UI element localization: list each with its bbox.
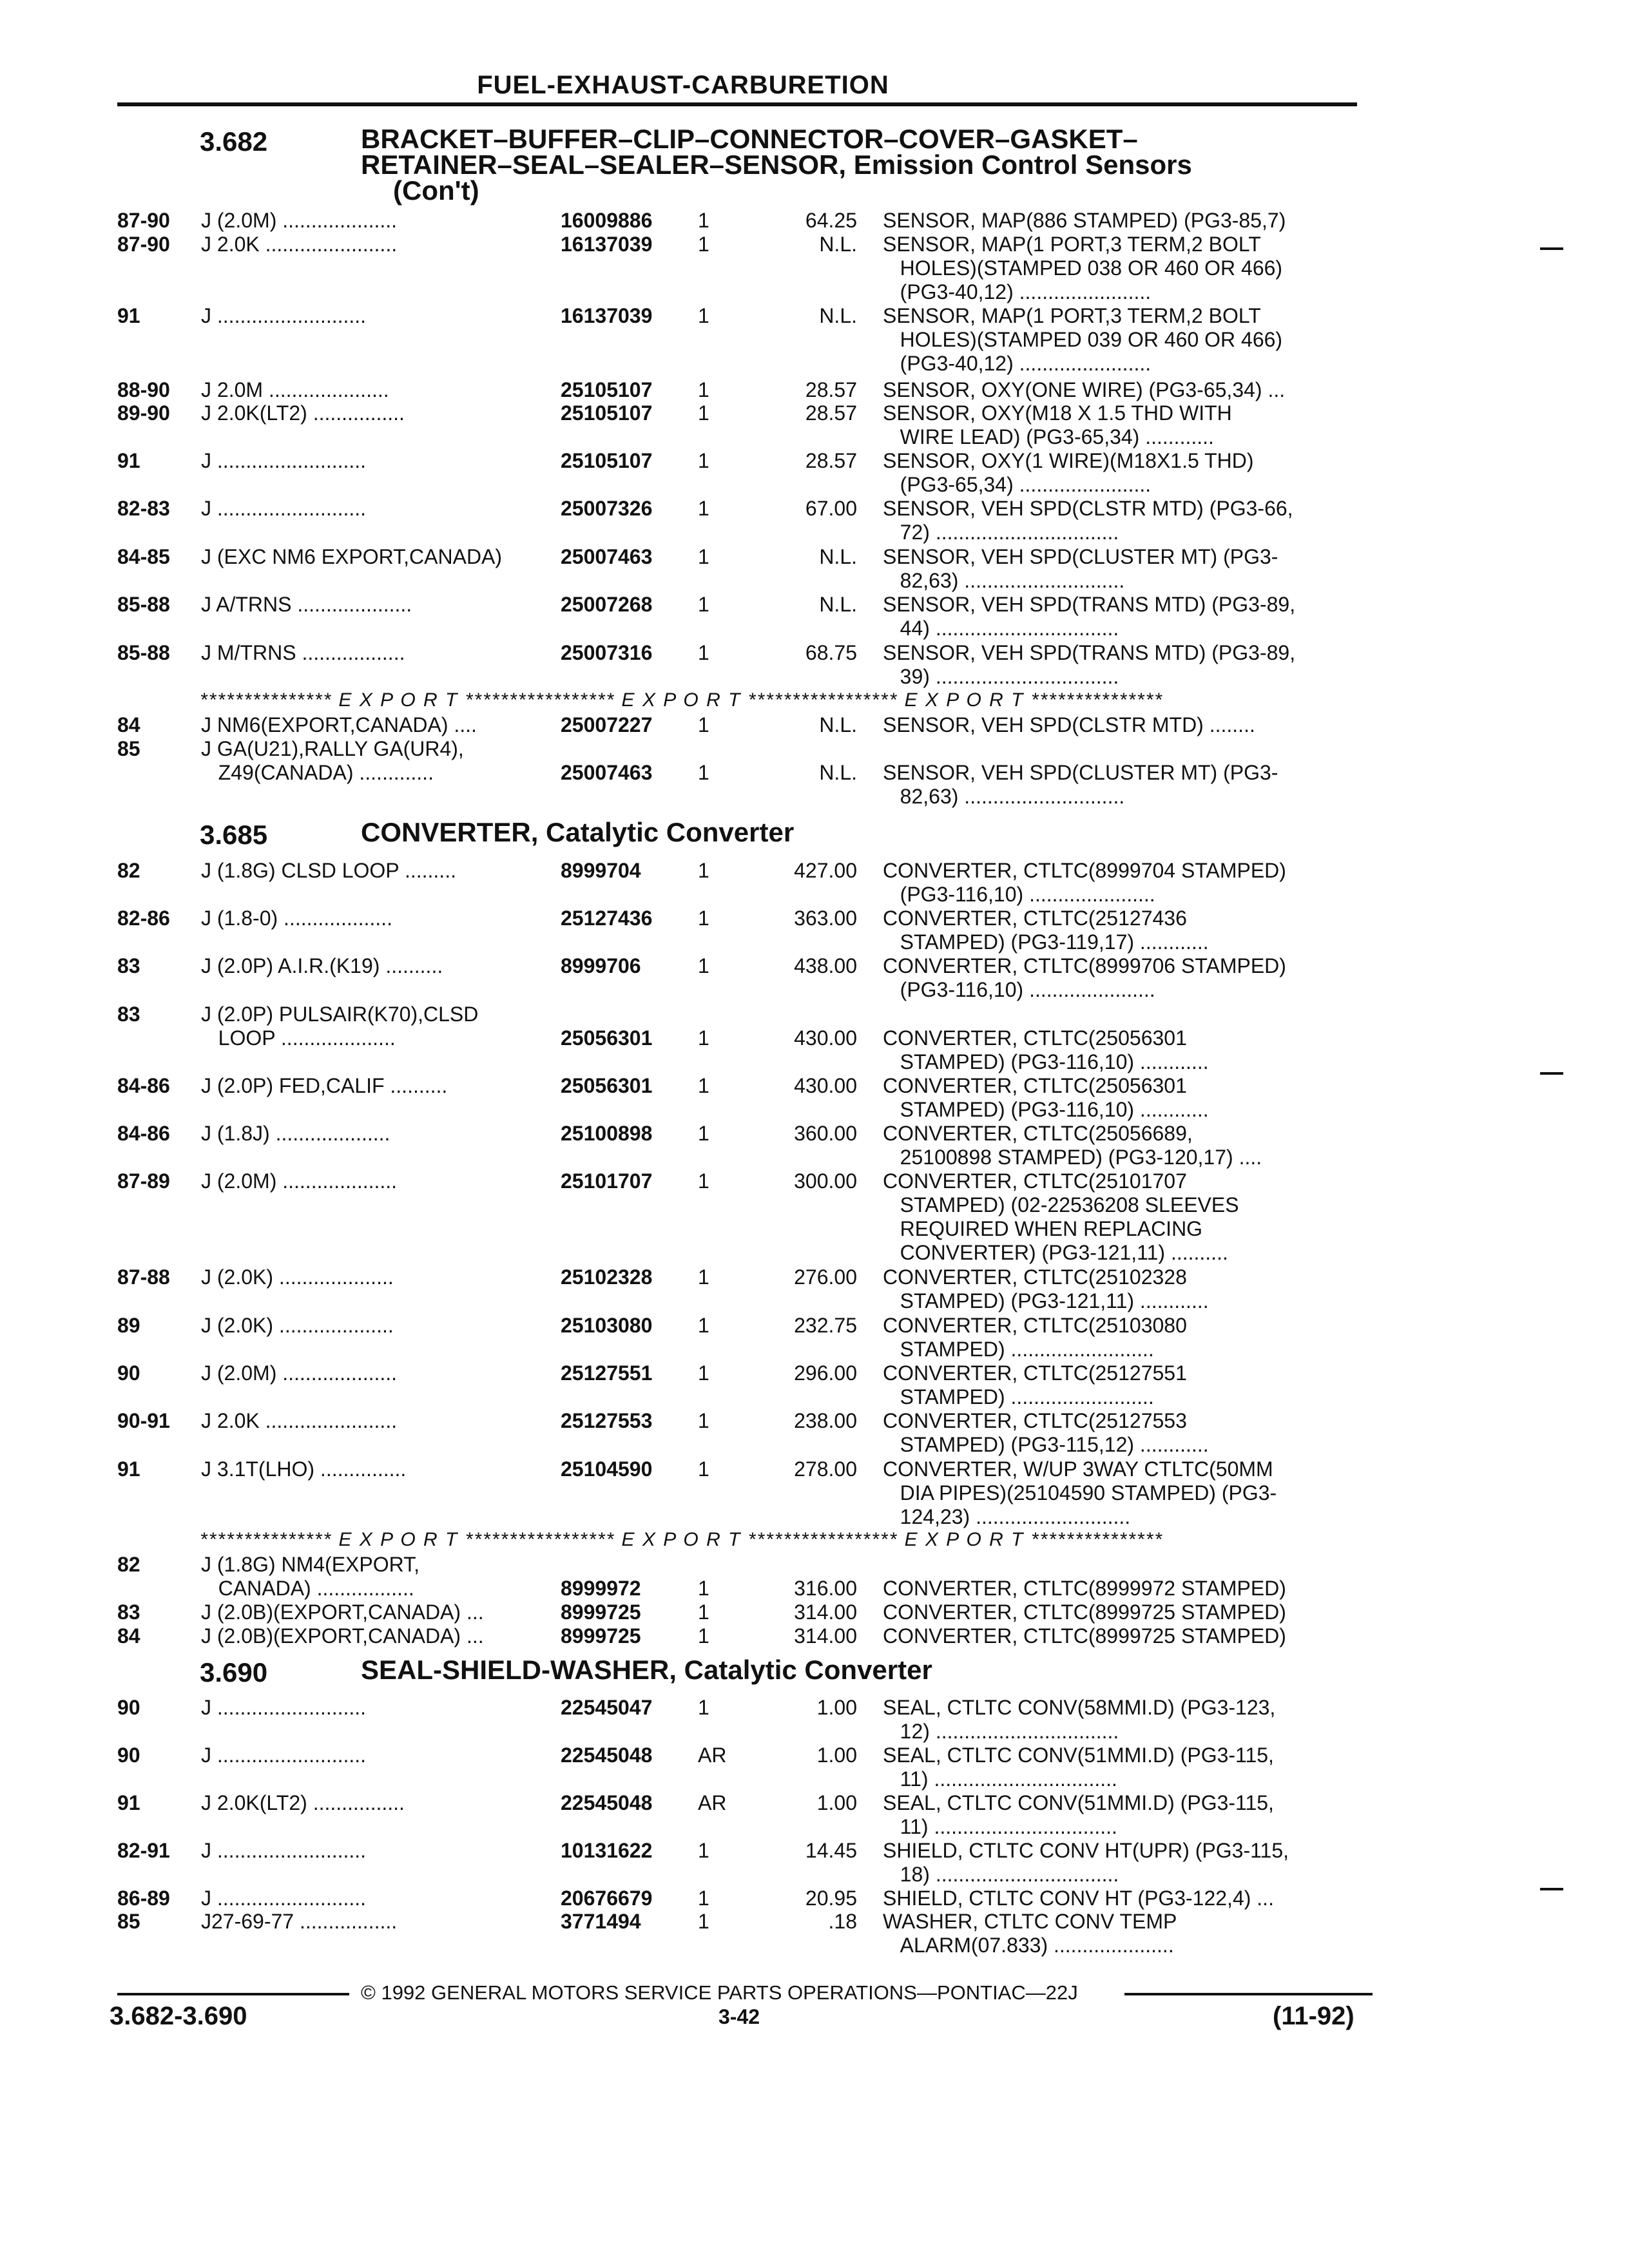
part-number-cell: 8999706 xyxy=(561,954,641,977)
year-cell: 84 xyxy=(117,713,140,736)
description-cell: SEAL, CTLTC CONV(51MMI.D) (PG3-115, 11) ................................ xyxy=(883,1744,1274,1791)
section-title-sub: Catalytic Converter xyxy=(677,1655,932,1685)
year-cell: 84-85 xyxy=(117,545,170,568)
quantity-cell: 1 xyxy=(698,1624,709,1648)
price-cell: 296.00 xyxy=(794,1361,857,1385)
year-cell: 85-88 xyxy=(117,641,170,664)
description-cell: SENSOR, VEH SPD(CLUSTER MT) (PG3- 82,63) ............................ xyxy=(883,545,1278,592)
quantity-cell: 1 xyxy=(698,1457,709,1481)
year-cell: 89 xyxy=(117,1314,140,1337)
description-cell: SENSOR, VEH SPD(CLUSTER MT) (PG3- 82,63) ............................ xyxy=(883,761,1278,808)
section-title-line3: (Con't) xyxy=(393,175,479,206)
year-cell: 82 xyxy=(117,859,140,882)
part-number-cell: 25007316 xyxy=(561,641,653,664)
section-number: 3.690 xyxy=(200,1657,268,1687)
footer-rule-left xyxy=(117,1993,349,1995)
price-cell: 360.00 xyxy=(794,1122,857,1145)
application-cell: J (1.8J) .................... xyxy=(201,1122,390,1145)
price-cell: N.L. xyxy=(819,233,857,256)
section-number: 3.682 xyxy=(200,126,268,157)
part-number-cell: 25100898 xyxy=(561,1122,653,1145)
description-cell: CONVERTER, CTLTC(25056689, 25100898 STAMPED) (PG3-120,17) .... xyxy=(883,1122,1262,1169)
price-cell: 430.00 xyxy=(794,1074,857,1097)
part-number-cell: 22545047 xyxy=(561,1696,653,1719)
description-cell: CONVERTER, CTLTC(8999704 STAMPED) (PG3-116,10) ...................... xyxy=(883,859,1286,906)
section-title xyxy=(361,126,1192,204)
quantity-cell: 1 xyxy=(698,401,709,425)
year-cell: 82 xyxy=(117,1553,140,1576)
application-cell: J (2.0M) .................... xyxy=(201,209,398,232)
description-cell: CONVERTER, CTLTC(8999972 STAMPED) xyxy=(883,1577,1286,1600)
section-title-sub: Emission Control Sensors xyxy=(846,149,1192,180)
year-cell: 90 xyxy=(117,1361,140,1385)
price-cell: 1.00 xyxy=(816,1696,857,1719)
price-cell: 28.57 xyxy=(805,378,857,401)
part-number-cell: 20676679 xyxy=(561,1887,653,1910)
application-cell: J27-69-77 ................. xyxy=(201,1910,398,1933)
quantity-cell: 1 xyxy=(698,1887,709,1910)
part-number-cell: 8999704 xyxy=(561,859,641,882)
year-cell: 87-90 xyxy=(117,233,170,256)
description-cell: CONVERTER, CTLTC(25103080 STAMPED) ......................... xyxy=(883,1314,1187,1361)
section-title-line2 xyxy=(361,149,1192,180)
description-cell: CONVERTER, CTLTC(25102328 STAMPED) (PG3-121,11) ............ xyxy=(883,1265,1209,1312)
part-number-cell: 25103080 xyxy=(561,1314,653,1337)
part-number-cell: 22545048 xyxy=(561,1744,653,1767)
description-cell: CONVERTER, CTLTC(25127553 STAMPED) (PG3-115,12) ............ xyxy=(883,1409,1209,1456)
quantity-cell: 1 xyxy=(698,641,709,664)
application-cell: J (2.0P) FED,CALIF .......... xyxy=(201,1074,448,1097)
section-title-main: CONVERTER, xyxy=(361,817,539,847)
description-cell: CONVERTER, CTLTC(8999725 STAMPED) xyxy=(883,1600,1286,1624)
part-number-cell: 22545048 xyxy=(561,1791,653,1814)
year-cell: 82-83 xyxy=(117,497,170,520)
part-number-cell: 25104590 xyxy=(561,1457,653,1481)
description-cell: SHIELD, CTLTC CONV HT (PG3-122,4) ... xyxy=(883,1887,1274,1910)
application-cell: J (2.0P) PULSAIR(K70),CLSD LOOP .................... xyxy=(201,1003,479,1050)
year-cell: 88-90 xyxy=(117,378,170,401)
description-cell: CONVERTER, W/UP 3WAY CTLTC(50MM DIA PIPES)(25104590 STAMPED) (PG3- 124,23) ........................... xyxy=(883,1457,1277,1528)
year-cell: 86-89 xyxy=(117,1887,170,1910)
application-cell: J A/TRNS .................... xyxy=(201,593,412,616)
application-cell: J (2.0P) A.I.R.(K19) .......... xyxy=(201,954,443,977)
section-3690-heading xyxy=(0,1657,1629,1686)
year-cell: 91 xyxy=(117,449,140,472)
price-cell: 232.75 xyxy=(794,1314,857,1337)
quantity-cell: AR xyxy=(698,1744,727,1767)
application-cell: J (EXC NM6 EXPORT,CANADA) xyxy=(201,545,503,568)
footer-copyright: © 1992 GENERAL MOTORS SERVICE PARTS OPERATIONS—PONTIAC—22J xyxy=(361,1981,1078,2004)
price-cell: 314.00 xyxy=(794,1624,857,1648)
application-cell: J 2.0K ....................... xyxy=(201,233,398,256)
section-title-main: SEAL-SHIELD-WASHER, xyxy=(361,1655,677,1685)
year-cell: 83 xyxy=(117,1003,140,1026)
price-cell: 68.75 xyxy=(805,641,857,664)
description-cell: CONVERTER, CTLTC(25101707 STAMPED) (02-22536208 SLEEVES REQUIRED WHEN REPLACING CONVERTER) (PG3-121,11) .......... xyxy=(883,1169,1239,1264)
quantity-cell: 1 xyxy=(698,907,709,930)
part-number-cell: 8999725 xyxy=(561,1600,641,1624)
price-cell: N.L. xyxy=(819,545,857,568)
part-number-cell: 8999725 xyxy=(561,1624,641,1648)
quantity-cell: AR xyxy=(698,1791,727,1814)
export-divider: *************** E X P O R T ***************** E X P O R T ***************** E X P O R T *************** xyxy=(200,689,1163,711)
year-cell: 87-88 xyxy=(117,1265,170,1289)
page-header-title: FUEL-EXHAUST-CARBURETION xyxy=(477,71,889,99)
quantity-cell: 1 xyxy=(698,545,709,568)
application-cell: J NM6(EXPORT,CANADA) .... xyxy=(201,713,477,736)
description-cell: CONVERTER, CTLTC(25056301 STAMPED) (PG3-116,10) ............ xyxy=(883,1074,1209,1121)
application-cell: J (2.0M) .................... xyxy=(201,1169,398,1193)
export-divider: *************** E X P O R T ***************** E X P O R T ***************** E X P O R T *************** xyxy=(200,1529,1163,1550)
price-cell: 20.95 xyxy=(805,1887,857,1910)
application-cell: J .......................... xyxy=(201,1839,367,1862)
quantity-cell: 1 xyxy=(698,1122,709,1145)
quantity-cell: 1 xyxy=(698,449,709,472)
header-rule xyxy=(117,102,1357,106)
application-cell: J 2.0K(LT2) ................ xyxy=(201,401,405,425)
application-cell: J (1.8G) CLSD LOOP ......... xyxy=(201,859,456,882)
quantity-cell: 1 xyxy=(698,1577,709,1600)
year-cell: 85-88 xyxy=(117,593,170,616)
part-number-cell: 25127551 xyxy=(561,1361,653,1385)
price-cell: 28.57 xyxy=(805,449,857,472)
part-number-cell: 10131622 xyxy=(561,1839,653,1862)
part-number-cell: 25127436 xyxy=(561,907,653,930)
section-3682-heading xyxy=(0,124,1629,206)
application-cell: J 2.0K ....................... xyxy=(201,1409,398,1432)
description-cell: CONVERTER, CTLTC(25127551 STAMPED) ......................... xyxy=(883,1361,1187,1408)
price-cell: N.L. xyxy=(819,713,857,736)
year-cell: 91 xyxy=(117,1791,140,1814)
price-cell: 438.00 xyxy=(794,954,857,977)
year-cell: 82-91 xyxy=(117,1839,170,1862)
application-cell: J 2.0K(LT2) ................ xyxy=(201,1791,405,1814)
quantity-cell: 1 xyxy=(698,1026,709,1050)
description-cell: CONVERTER, CTLTC(8999706 STAMPED) (PG3-116,10) ...................... xyxy=(883,954,1286,1001)
quantity-cell: 1 xyxy=(698,1265,709,1289)
year-cell: 82-86 xyxy=(117,907,170,930)
description-cell: CONVERTER, CTLTC(25127436 STAMPED) (PG3-119,17) ............ xyxy=(883,907,1209,954)
application-cell: J (2.0K) .................... xyxy=(201,1314,394,1337)
year-cell: 84-86 xyxy=(117,1074,170,1097)
quantity-cell: 1 xyxy=(698,1600,709,1624)
application-cell: J 2.0M ..................... xyxy=(201,378,389,401)
price-cell: 430.00 xyxy=(794,1026,857,1050)
quantity-cell: 1 xyxy=(698,1910,709,1933)
part-number-cell: 25105107 xyxy=(561,449,653,472)
section-title-line1: BRACKET–BUFFER–CLIP–CONNECTOR–COVER–GASKET– xyxy=(361,124,1138,154)
part-number-cell: 3771494 xyxy=(561,1910,641,1933)
part-number-cell: 25056301 xyxy=(561,1026,653,1050)
description-cell: SENSOR, MAP(886 STAMPED) (PG3-85,7) xyxy=(883,209,1286,232)
part-number-cell: 25007463 xyxy=(561,545,653,568)
year-cell: 87-89 xyxy=(117,1169,170,1193)
part-number-cell: 25007268 xyxy=(561,593,653,616)
description-cell: SHIELD, CTLTC CONV HT(UPR) (PG3-115, 18) ................................ xyxy=(883,1839,1289,1886)
quantity-cell: 1 xyxy=(698,954,709,977)
description-cell: SENSOR, VEH SPD(TRANS MTD) (PG3-89, 44) ................................ xyxy=(883,593,1296,640)
quantity-cell: 1 xyxy=(698,209,709,232)
application-cell: J M/TRNS .................. xyxy=(201,641,405,664)
quantity-cell: 1 xyxy=(698,713,709,736)
footer-section-range: 3.682-3.690 xyxy=(110,2002,247,2030)
description-cell: SENSOR, OXY(ONE WIRE) (PG3-65,34) ... xyxy=(883,378,1286,401)
description-cell: CONVERTER, CTLTC(8999725 STAMPED) xyxy=(883,1624,1286,1648)
price-cell: 316.00 xyxy=(794,1577,857,1600)
application-cell: J (2.0K) .................... xyxy=(201,1265,394,1289)
year-cell: 83 xyxy=(117,954,140,977)
quantity-cell: 1 xyxy=(698,593,709,616)
part-number-cell: 25007227 xyxy=(561,713,653,736)
section-title xyxy=(361,817,795,847)
section-number: 3.685 xyxy=(200,820,268,850)
application-cell: J .......................... xyxy=(201,1887,367,1910)
price-cell: 1.00 xyxy=(816,1744,857,1767)
description-cell: SENSOR, OXY(M18 X 1.5 THD WITH WIRE LEAD) (PG3-65,34) ............ xyxy=(883,401,1232,448)
quantity-cell: 1 xyxy=(698,761,709,784)
price-cell: N.L. xyxy=(819,761,857,784)
part-number-cell: 16137039 xyxy=(561,304,653,327)
description-cell: CONVERTER, CTLTC(25056301 STAMPED) (PG3-116,10) ............ xyxy=(883,1026,1209,1073)
price-cell: 1.00 xyxy=(816,1791,857,1814)
footer-page-number: 3-42 xyxy=(718,2005,760,2028)
price-cell: N.L. xyxy=(819,304,857,327)
quantity-cell: 1 xyxy=(698,233,709,256)
section-title xyxy=(361,1657,932,1683)
application-cell: J .......................... xyxy=(201,449,367,472)
part-number-cell: 25102328 xyxy=(561,1265,653,1289)
part-number-cell: 25007463 xyxy=(561,761,653,784)
part-number-cell: 8999972 xyxy=(561,1577,641,1600)
part-number-cell: 25127553 xyxy=(561,1409,653,1432)
part-number-cell: 25105107 xyxy=(561,401,653,425)
year-cell: 90 xyxy=(117,1696,140,1719)
description-cell: SEAL, CTLTC CONV(51MMI.D) (PG3-115, 11) ................................ xyxy=(883,1791,1274,1838)
year-cell: 90 xyxy=(117,1744,140,1767)
year-cell: 85 xyxy=(117,737,140,760)
price-cell: 278.00 xyxy=(794,1457,857,1481)
application-cell: J .......................... xyxy=(201,304,367,327)
price-cell: 276.00 xyxy=(794,1265,857,1289)
price-cell: 67.00 xyxy=(805,497,857,520)
description-cell: WASHER, CTLTC CONV TEMP ALARM(07.833) ..................... xyxy=(883,1910,1177,1957)
revision-mark xyxy=(1540,247,1563,250)
year-cell: 87-90 xyxy=(117,209,170,232)
price-cell: 14.45 xyxy=(805,1839,857,1862)
description-cell: SENSOR, MAP(1 PORT,3 TERM,2 BOLT HOLES)(STAMPED 039 OR 460 OR 466) (PG3-40,12) ....................... xyxy=(883,304,1283,375)
quantity-cell: 1 xyxy=(698,497,709,520)
quantity-cell: 1 xyxy=(698,1314,709,1337)
application-cell: J 3.1T(LHO) ............... xyxy=(201,1457,407,1481)
footer-date: (11-92) xyxy=(1273,2002,1354,2030)
description-cell: SENSOR, VEH SPD(CLSTR MTD) (PG3-66, 72) ................................ xyxy=(883,497,1293,544)
quantity-cell: 1 xyxy=(698,1409,709,1432)
part-number-cell: 25056301 xyxy=(561,1074,653,1097)
year-cell: 84-86 xyxy=(117,1122,170,1145)
year-cell: 91 xyxy=(117,304,140,327)
part-number-cell: 25101707 xyxy=(561,1169,653,1193)
price-cell: 28.57 xyxy=(805,401,857,425)
quantity-cell: 1 xyxy=(698,859,709,882)
part-number-cell: 16009886 xyxy=(561,209,653,232)
description-cell: SENSOR, OXY(1 WIRE)(M18X1.5 THD) (PG3-65,34) ....................... xyxy=(883,449,1254,496)
price-cell: 238.00 xyxy=(794,1409,857,1432)
application-cell: J (1.8-0) ................... xyxy=(201,907,392,930)
application-cell: J (1.8G) NM4(EXPORT, CANADA) ................. xyxy=(201,1553,420,1600)
quantity-cell: 1 xyxy=(698,1839,709,1862)
section-title-main: RETAINER–SEAL–SEALER–SENSOR, xyxy=(361,149,847,180)
year-cell: 83 xyxy=(117,1600,140,1624)
price-cell: .18 xyxy=(828,1910,857,1933)
price-cell: N.L. xyxy=(819,593,857,616)
section-3685-heading xyxy=(0,817,1629,850)
price-cell: 427.00 xyxy=(794,859,857,882)
footer-rule-right xyxy=(1124,1993,1373,1995)
quantity-cell: 1 xyxy=(698,1169,709,1193)
description-cell: SENSOR, VEH SPD(TRANS MTD) (PG3-89, 39) ................................ xyxy=(883,641,1296,688)
year-cell: 90-91 xyxy=(117,1409,170,1432)
year-cell: 84 xyxy=(117,1624,140,1648)
application-cell: J .......................... xyxy=(201,1696,367,1719)
quantity-cell: 1 xyxy=(698,1361,709,1385)
part-number-cell: 16137039 xyxy=(561,233,653,256)
application-cell: J (2.0B)(EXPORT,CANADA) ... xyxy=(201,1624,484,1648)
application-cell: J (2.0M) .................... xyxy=(201,1361,398,1385)
revision-mark xyxy=(1540,1888,1563,1890)
application-cell: J .......................... xyxy=(201,1744,367,1767)
quantity-cell: 1 xyxy=(698,378,709,401)
description-cell: SENSOR, VEH SPD(CLSTR MTD) ........ xyxy=(883,713,1255,736)
revision-mark xyxy=(1540,1072,1563,1075)
application-cell: J GA(U21),RALLY GA(UR4), Z49(CANADA) ............. xyxy=(201,737,464,784)
price-cell: 64.25 xyxy=(805,209,857,232)
year-cell: 89-90 xyxy=(117,401,170,425)
year-cell: 85 xyxy=(117,1910,140,1933)
application-cell: J .......................... xyxy=(201,497,367,520)
description-cell: SENSOR, MAP(1 PORT,3 TERM,2 BOLT HOLES)(STAMPED 038 OR 460 OR 466) (PG3-40,12) ....................... xyxy=(883,233,1283,303)
description-cell: SEAL, CTLTC CONV(58MMI.D) (PG3-123, 12) ................................ xyxy=(883,1696,1276,1743)
year-cell: 91 xyxy=(117,1457,140,1481)
part-number-cell: 25007326 xyxy=(561,497,653,520)
part-number-cell: 25105107 xyxy=(561,378,653,401)
section-title-sub: Catalytic Converter xyxy=(538,817,795,847)
quantity-cell: 1 xyxy=(698,1074,709,1097)
application-cell: J (2.0B)(EXPORT,CANADA) ... xyxy=(201,1600,484,1624)
price-cell: 300.00 xyxy=(794,1169,857,1193)
price-cell: 314.00 xyxy=(794,1600,857,1624)
price-cell: 363.00 xyxy=(794,907,857,930)
quantity-cell: 1 xyxy=(698,304,709,327)
quantity-cell: 1 xyxy=(698,1696,709,1719)
